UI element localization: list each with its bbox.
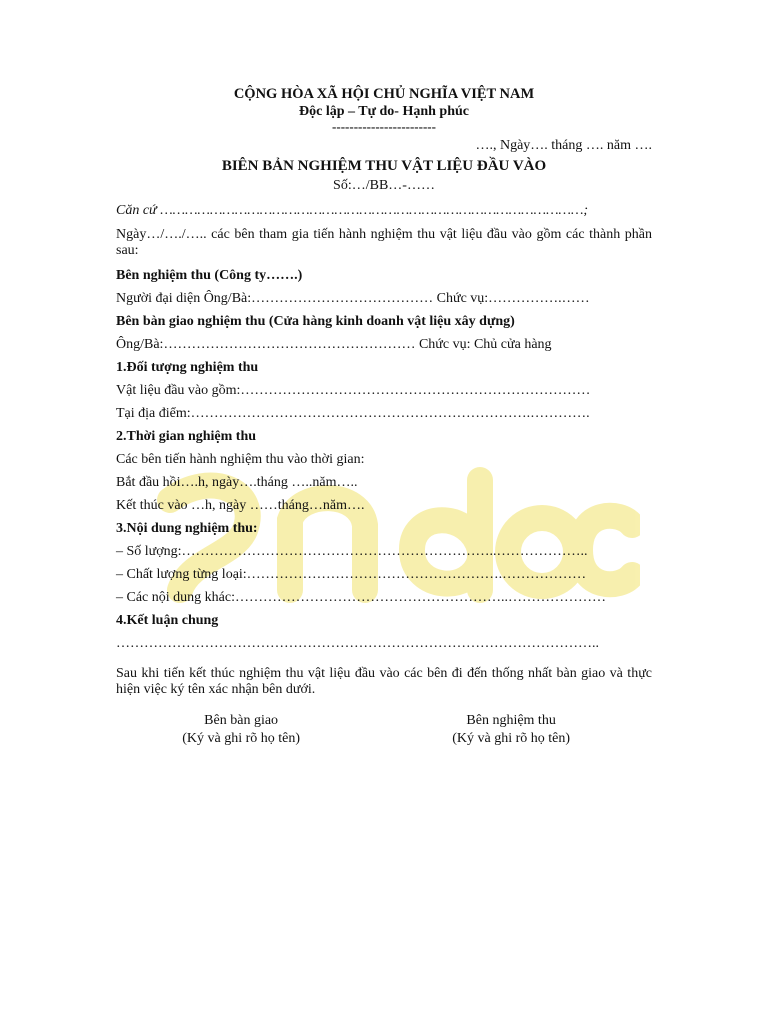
document-number: Số:…/BB…-…… [333, 178, 435, 193]
acceptor-representative: Người đại diện Ông/Bà:………………………………… Chức vụ:…………….…… [116, 291, 590, 306]
deliverer-signature [116, 712, 366, 748]
quantity-line: – Số lượng:…………………………………………………………..……………….. [116, 544, 588, 559]
section-2-heading: 2.Thời gian nghiệm thu [116, 429, 257, 444]
start-time-line: Bắt đầu hồi….h, ngày….tháng …..năm….. [116, 475, 358, 490]
conclusion-line: ………………………………………………………………………………………….. [116, 636, 599, 651]
acceptor-signature-title: Bên nghiệm thu [466, 713, 556, 728]
national-name: CỘNG HÒA XÃ HỘI CHỦ NGHĨA VIỆT NAM [233, 86, 535, 102]
section-3-heading: 3.Nội dung nghiệm thu: [116, 521, 258, 536]
section-4-heading: 4.Kết luận chung [116, 613, 219, 628]
deliverer-signature-title: Bên bàn giao [204, 713, 279, 728]
document-page [116, 86, 652, 748]
deliverer-signature-note: (Ký và ghi rõ họ tên) [182, 731, 301, 746]
closing-paragraph: Sau khi tiến kết thúc nghiệm thu vật liệu đầu vào các bên đi đến thống nhất bàn giao và thực hiện việc ký tên xác nhận bên dưới. [116, 666, 652, 697]
materials-line: Vật liệu đầu vào gồm:………………………………………………………………… [116, 383, 591, 398]
time-intro-line: Các bên tiến hành nghiệm thu vào thời gian: [116, 452, 365, 467]
deliverer-heading: Bên bàn giao nghiệm thu (Cửa hàng kinh doanh vật liệu xây dựng) [116, 314, 515, 329]
signature-block [116, 712, 652, 748]
other-content-line: – Các nội dung khác:…………………………………………………..………………… [116, 590, 606, 605]
acceptor-heading: Bên nghiệm thu (Công ty…….) [116, 268, 303, 283]
end-time-line: Kết thúc vào …h, ngày ……tháng…năm…. [116, 498, 365, 513]
deliverer-representative: Ông/Bà:……………………………………………… Chức vụ: Chủ cửa hàng [116, 337, 552, 352]
intro-paragraph: Ngày…/…./….. các bên tham gia tiến hành nghiệm thu vật liệu đầu vào gồm các thành phần sau: [116, 227, 652, 258]
quality-line: – Chất lượng từng loại:……………………………………………….……………… [116, 567, 587, 582]
national-motto: Độc lập – Tự do- Hạnh phúc [299, 104, 469, 119]
location-line: Tại địa điểm:……………………………………………………………….…………. [116, 406, 590, 421]
acceptor-signature-note: (Ký và ghi rõ họ tên) [452, 731, 571, 746]
document-title: BIÊN BẢN NGHIỆM THU VẬT LIỆU ĐẦU VÀO [221, 158, 547, 174]
header-divider: ------------------------ [332, 119, 436, 134]
section-1-heading: 1.Đối tượng nghiệm thu [116, 360, 259, 375]
basis-line: Căn cứ …………………………………………………………………………………………; [116, 203, 589, 218]
acceptor-signature [370, 712, 652, 748]
date-line: …., Ngày…. tháng …. năm …. [475, 138, 652, 153]
